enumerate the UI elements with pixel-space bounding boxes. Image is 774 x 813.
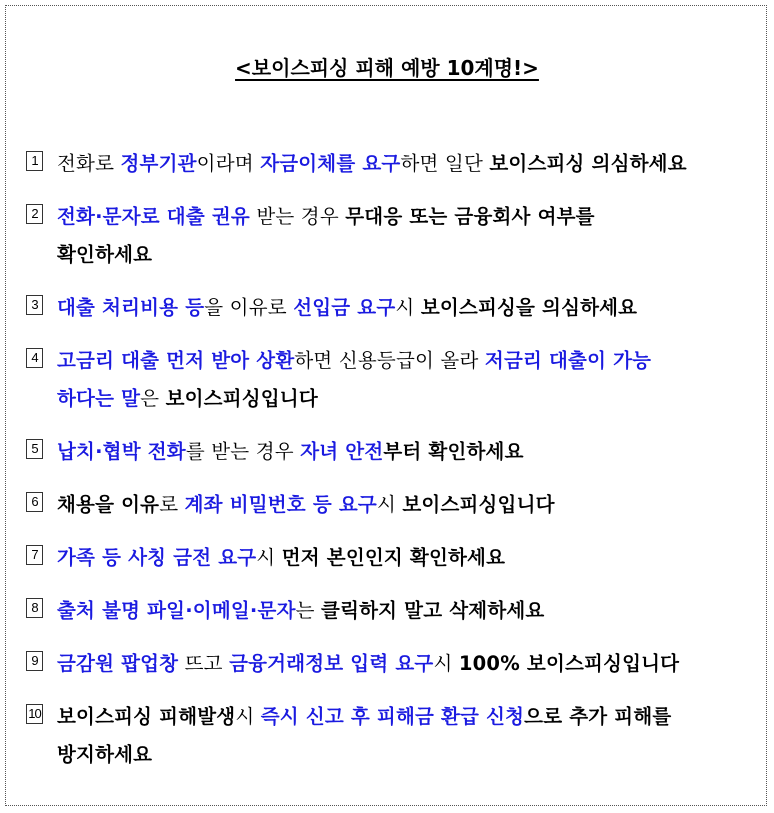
page-title [0, 52, 774, 81]
tip-line [57, 236, 756, 274]
highlight-text: 전화·문자로 대출 권유 [57, 205, 250, 228]
highlight-text: 금융거래정보 입력 요구 [229, 652, 434, 675]
bold-text: 부터 확인하세요 [383, 440, 524, 463]
highlight-text: 정부기관 [120, 152, 197, 175]
tip-item [26, 645, 756, 683]
highlight-text: 고금리 대출 먼저 받아 상환 [57, 349, 295, 372]
highlight-text: 대출 처리비용 등 [57, 296, 205, 319]
plain-text: 이라며 [196, 152, 261, 175]
tip-line [57, 736, 756, 774]
plain-text: 시 [395, 296, 421, 319]
plain-text: 시 [235, 705, 261, 728]
tip-line [57, 645, 756, 683]
tip-number-box: 1 [26, 151, 43, 171]
tip-item [26, 342, 756, 418]
tip-line [57, 198, 756, 236]
tip-item [26, 433, 756, 471]
tip-text [57, 539, 756, 577]
tip-line [57, 539, 756, 577]
tip-number-box: 3 [26, 295, 43, 315]
bold-text: 먼저 본인인지 확인하세요 [281, 546, 506, 569]
plain-text: 를 받는 경우 [185, 440, 301, 463]
plain-text: 은 [140, 387, 166, 410]
tip-line [57, 289, 756, 327]
tip-text [57, 698, 756, 774]
tip-item [26, 698, 756, 774]
bold-text: 방지하세요 [57, 743, 153, 766]
tip-number-box: 5 [26, 439, 43, 459]
bold-text: 확인하세요 [57, 243, 153, 266]
tip-item [26, 198, 756, 274]
tip-text [57, 433, 756, 471]
tip-line [57, 380, 756, 418]
plain-text: 시 [376, 493, 403, 516]
highlight-text: 자금이체를 요구 [260, 152, 401, 175]
tip-number-box: 2 [26, 204, 43, 224]
tip-text [57, 289, 756, 327]
tip-line [57, 486, 756, 524]
plain-text: 뜨고 [178, 652, 230, 675]
highlight-text: 하다는 말 [57, 387, 141, 410]
plain-text: 하면 신용등급이 올라 [294, 349, 485, 372]
plain-text: 전화로 [57, 152, 121, 175]
tip-number-box: 7 [26, 545, 43, 565]
tip-line [57, 145, 756, 183]
tip-number-box: 6 [26, 492, 43, 512]
tip-line [57, 433, 756, 471]
bold-text: 보이스피싱 피해발생 [57, 705, 236, 728]
highlight-text: 가족 등 사칭 금전 요구 [57, 546, 257, 569]
bold-text: 클릭하지 말고 삭제하세요 [321, 599, 545, 622]
tip-number-box: 4 [26, 348, 43, 368]
highlight-text: 자녀 안전 [300, 440, 384, 463]
tip-item [26, 592, 756, 630]
tip-number-box: 9 [26, 651, 43, 671]
tip-item [26, 539, 756, 577]
bold-text: 보이스피싱입니다 [402, 493, 555, 516]
tip-text [57, 645, 756, 683]
tip-item [26, 289, 756, 327]
plain-text: 는 [295, 599, 322, 622]
bold-text: 보이스피싱 의심하세요 [489, 152, 687, 175]
tip-item [26, 145, 756, 183]
tip-item [26, 486, 756, 524]
tip-text [57, 486, 756, 524]
tip-line [57, 592, 756, 630]
highlight-text: 계좌 비밀번호 등 요구 [184, 493, 377, 516]
bold-text: 무대응 또는 금융회사 여부를 [345, 205, 595, 228]
tip-number-box: 8 [26, 598, 43, 618]
highlight-text: 저금리 대출이 가능 [484, 349, 652, 372]
plain-text: 로 [159, 493, 185, 516]
bold-text: 보이스피싱을 의심하세요 [420, 296, 638, 319]
tip-line [57, 342, 756, 380]
highlight-text: 납치·협박 전화 [57, 440, 186, 463]
highlight-text: 즉시 신고 후 피해금 환급 신청 [260, 705, 525, 728]
plain-text: 하면 일단 [400, 152, 490, 175]
plain-text: 받는 경우 [249, 205, 346, 228]
highlight-text: 금감원 팝업창 [57, 652, 179, 675]
tip-number-box: 10 [26, 704, 43, 724]
bold-text: 보이스피싱입니다 [165, 387, 318, 410]
title-text: <보이스피싱 피해 예방 10계명!> [235, 56, 539, 80]
tips-list [26, 145, 756, 789]
tip-text [57, 342, 756, 418]
tip-text [57, 592, 756, 630]
bold-text: 100% 보이스피싱입니다 [458, 652, 680, 675]
bold-text: 으로 추가 피해를 [524, 705, 672, 728]
tip-text [57, 145, 756, 183]
tip-text [57, 198, 756, 274]
tip-line [57, 698, 756, 736]
highlight-text: 출처 불명 파일·이메일·문자 [57, 599, 296, 622]
plain-text: 을 이유로 [204, 296, 294, 319]
bold-text: 채용을 이유 [57, 493, 160, 516]
plain-text: 시 [256, 546, 282, 569]
plain-text: 시 [433, 652, 459, 675]
highlight-text: 선입금 요구 [293, 296, 396, 319]
